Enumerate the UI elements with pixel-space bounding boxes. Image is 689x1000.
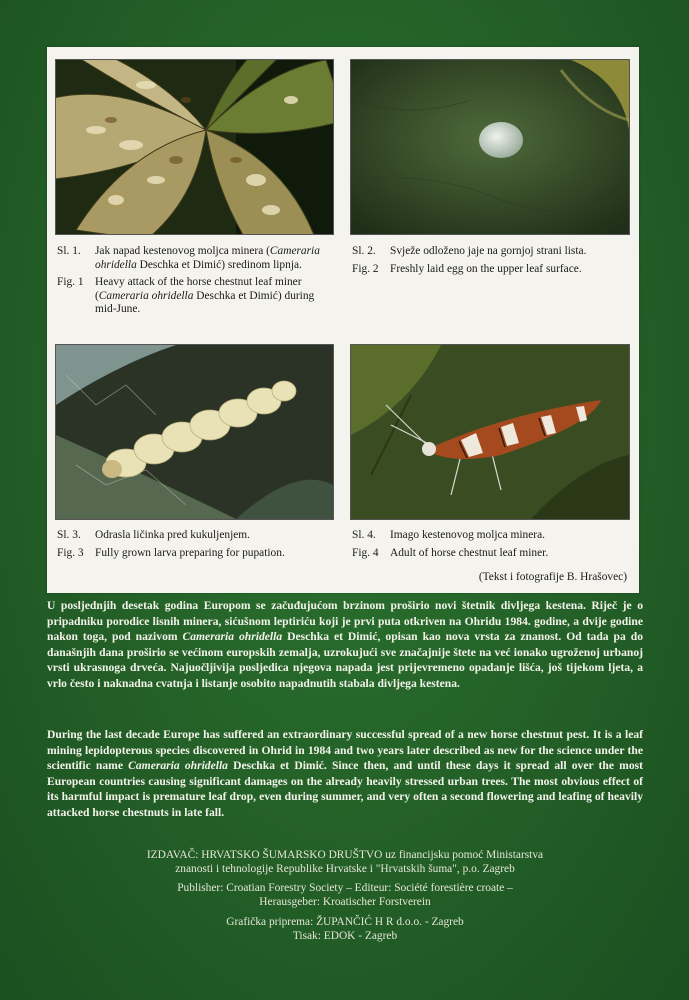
caption-text — [95, 529, 337, 543]
caption-label: Fig. 4 — [352, 546, 379, 559]
text-run: Adult of horse chestnut leaf miner. — [390, 546, 549, 559]
caption-text — [390, 529, 637, 543]
caption-label: Sl. 4. — [352, 529, 376, 541]
photo-egg — [350, 59, 630, 235]
paragraph-croatian — [47, 598, 643, 692]
caption-text — [95, 245, 337, 272]
caption-label: Sl. 2. — [352, 245, 376, 257]
caption-label: Fig. 3 — [57, 546, 84, 559]
photo-moth — [350, 344, 630, 520]
publisher-line-2: znanosti i tehnologije Republike Hrvatske i "Hrvatskih šuma", p.o. Zagreb — [175, 863, 515, 875]
text-run: Odrasla ličinka pred kukuljenjem. — [95, 529, 250, 541]
species-name: Cameraria ohridella — [95, 245, 320, 271]
text-run: Deschka et Dimić) during mid-June. — [95, 289, 315, 315]
caption-row — [352, 263, 637, 277]
text-run: Heavy attack of the horse chestnut leaf miner ( — [95, 276, 302, 302]
text-run: During the last decade Europe has suffered an extraordinary successful spread of a new horse chestnut pest. It is a leaf mining lepidopterous species discovered in Ohrid in 1984 and two years later described as new for the science under the scientific name — [47, 728, 643, 773]
text-run: Fully grown larva preparing for pupation. — [95, 546, 285, 559]
species-name: Cameraria ohridella — [182, 630, 283, 644]
text-run: Svježe odloženo jaje na gornjoj strani lista. — [390, 245, 587, 257]
publisher-multilingual — [47, 881, 643, 909]
caption-row — [57, 276, 337, 317]
prepress-line: Grafička priprema: ŽUPANČIĆ H R d.o.o. - Zagreb — [226, 916, 464, 928]
photo-leaf-mines — [55, 59, 334, 235]
publisher-line-4: Herausgeber: Kroatischer Forstverein — [259, 896, 431, 908]
text-run: Deschka et Dimić, opisan kao nova vrsta za znanost. Od tada pa do današnjih dana proširio se većinom europskih zemalja, uzrokujući sve značajnije štete na već ionako ugroženoj urbanoj vrsti ukrasnoga drveća. Najuočljivija posljedica njegova napada jest prijevremeno opadanje lišća, još tijekom ljeta, a vrlo često i naknadna cvatnja i listanje osobito napadnutih stabala divljega kestena. — [47, 630, 643, 690]
text-run: U posljednjih desetak godina Europom se začuđujućom brzinom proširio novi štetnik divljega kestena. Riječ je o pripadniku porodice lisnih minera, sićušnom leptiriću koji je prvi puta otkriven na Ohridu 1984. godine, a dvije godine nakon toga, pod nazivom — [47, 599, 643, 644]
text-run: Imago kestenovog moljca minera. — [390, 529, 545, 541]
print-info — [47, 915, 643, 943]
caption-label: Sl. 3. — [57, 529, 81, 541]
caption-label: Fig. 1 — [57, 276, 84, 288]
text-run: Deschka et Dimić) sredinom lipnja. — [136, 258, 302, 271]
species-name: Cameraria ohridella — [128, 759, 228, 773]
publisher-line-1: IZDAVAČ: HRVATSKO ŠUMARSKO DRUŠTVO uz financijsku pomoć Ministarstva — [146, 849, 544, 861]
caption-text — [390, 547, 637, 561]
caption-text — [390, 263, 637, 277]
caption-row — [57, 529, 337, 543]
printer-line: Tisak: EDOK - Zagreb — [292, 930, 398, 942]
text-run: Freshly laid egg on the upper leaf surface. — [390, 262, 582, 275]
caption-label: Fig. 2 — [352, 262, 379, 275]
caption-figure-2 — [352, 245, 637, 276]
caption-row — [352, 547, 637, 561]
publisher-croatian — [47, 848, 643, 876]
paragraph-english — [47, 727, 643, 821]
species-name: Cameraria ohridella — [98, 289, 194, 302]
caption-figure-1 — [57, 245, 337, 317]
caption-figure-4 — [352, 529, 637, 560]
caption-row — [57, 245, 337, 272]
photo-credit: (Tekst i fotografije B. Hrašovec) — [478, 571, 627, 583]
publisher-line-3: Publisher: Croatian Forestry Society – Editeur: Société forestière croate – — [177, 882, 513, 894]
caption-text — [390, 245, 637, 259]
caption-figure-3 — [57, 529, 337, 560]
caption-text — [95, 276, 337, 317]
caption-row — [352, 245, 637, 259]
text-run: Deschka et Dimić. Since then, and until these days it spread all over the most European countries causing significant damages on the already heavily stressed urban trees. The most obvious effect of its harmful impact is premature leaf drop, even during summer, and very often a second flowering and leafing of heavily attacked horse chestnuts in late fall. — [47, 759, 643, 819]
caption-text — [95, 547, 337, 561]
photo-larva — [55, 344, 334, 520]
caption-row — [352, 529, 637, 543]
caption-row — [57, 547, 337, 561]
caption-label: Sl. 1. — [57, 245, 81, 257]
text-run: Jak napad kestenovog moljca minera ( — [95, 245, 270, 257]
figure-panel — [47, 47, 639, 593]
